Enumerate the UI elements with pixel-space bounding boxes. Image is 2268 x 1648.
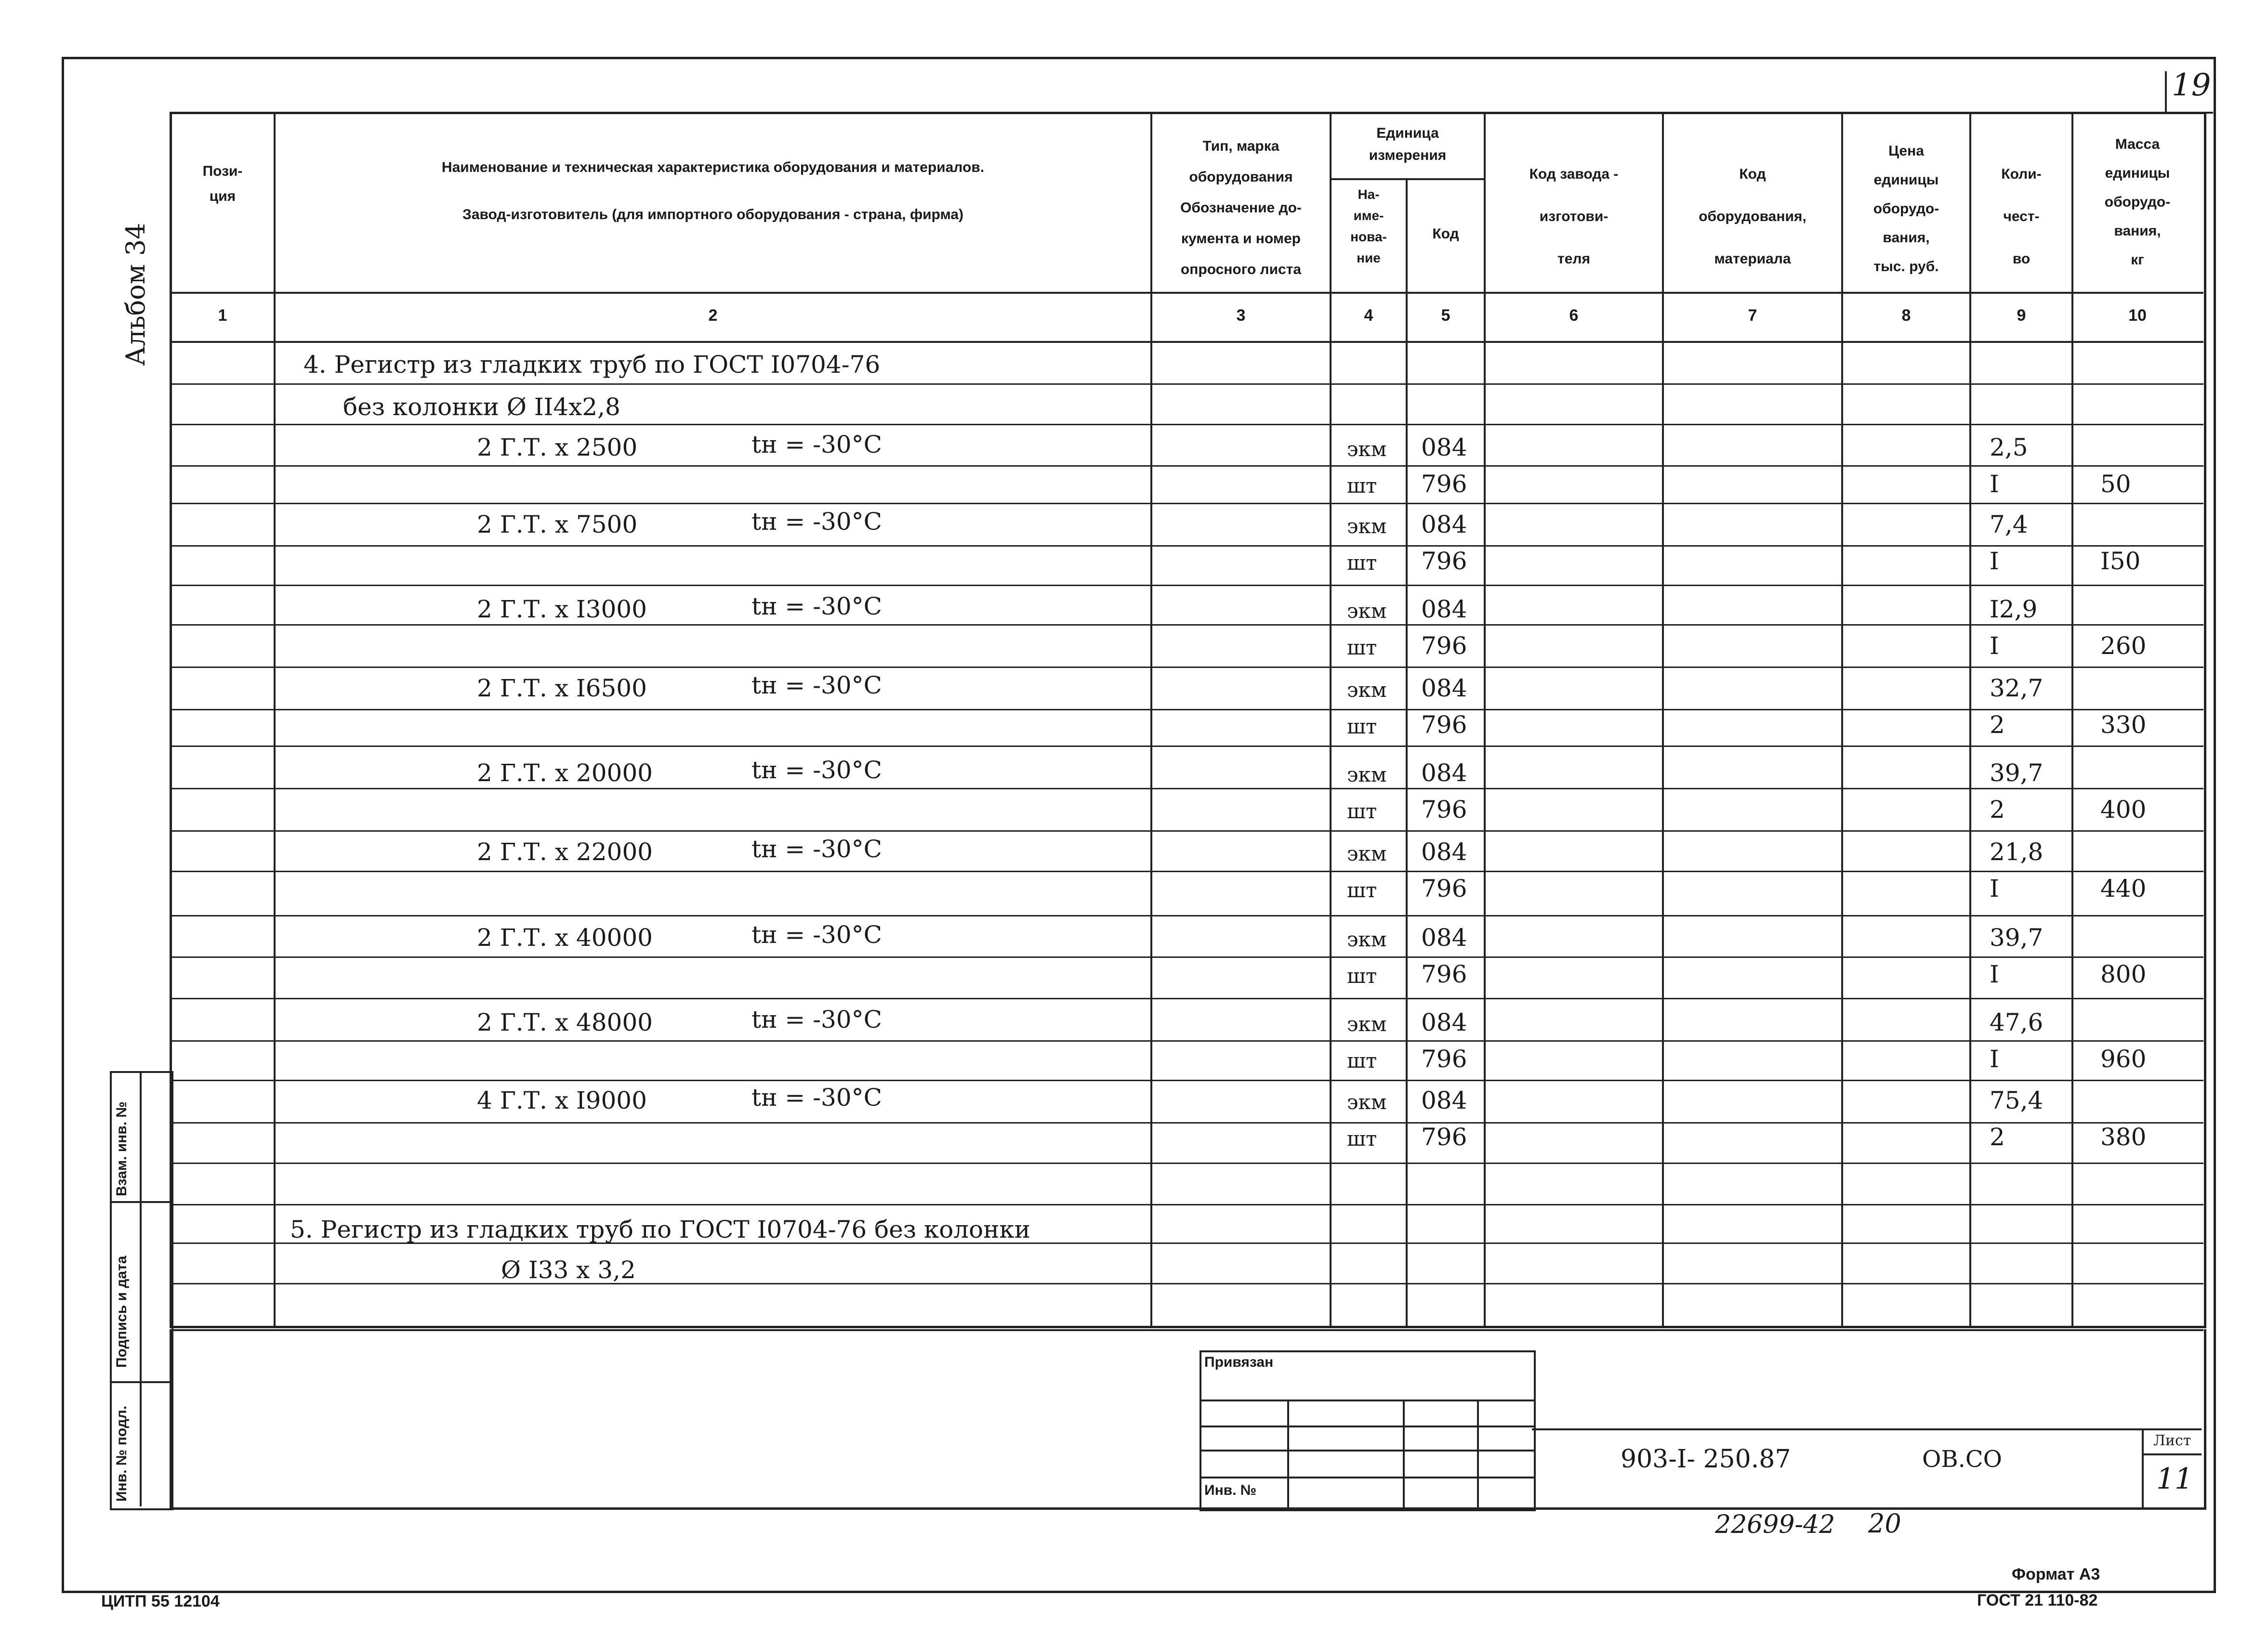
row-line [170,1080,2203,1081]
item-temperature: tн = -30°С [752,1006,882,1033]
item-name: 2 Г.Т. х 48000 [477,1008,653,1036]
row-line [170,1283,2203,1284]
item-unit-code: 796 [1421,796,1467,824]
item-unit: шт [1347,964,1377,988]
item-unit-code: 796 [1421,960,1467,988]
stamp-line [1200,1426,1534,1427]
row-line [170,915,2203,916]
item-unit: шт [1347,1049,1377,1073]
item-temperature: tн = -30°С [752,756,882,784]
item-unit: экм [1347,842,1387,865]
col-number: 6 [1569,306,1579,325]
col-divider [2071,112,2073,1328]
unit-group-divider [1330,178,1484,180]
item-unit: шт [1347,474,1377,497]
item-unit: экм [1347,599,1387,623]
item-mass: 50 [2100,470,2131,498]
side-stamp-divider [110,1201,170,1203]
item-unit-code: 796 [1421,1045,1467,1073]
footer-format: Формат А3 [2012,1565,2100,1583]
side-stamp-divider [140,1071,142,1506]
privyazan-label: Привязан [1204,1354,1274,1370]
item-quantity: 75,4 [1990,1086,2044,1114]
item-name: 2 Г.Т. х I6500 [477,674,647,702]
col-number: 10 [2128,306,2147,325]
title-block-frame [170,1329,2206,1510]
section4-title: 4. Регистр из гладких труб по ГОСТ I0704-76 [303,351,881,379]
stamp-line [1200,1399,1534,1401]
item-temperature: tн = -30°С [752,508,882,536]
item-unit-code: 796 [1421,1123,1467,1151]
row-line [170,465,2203,467]
row-line [170,709,2203,710]
row-line [170,585,2203,586]
stamp-line [1403,1399,1405,1507]
col-number: 3 [1236,306,1246,325]
row-line [170,1122,2203,1124]
item-quantity: 2 [1990,711,2005,739]
item-quantity: I [1990,875,1999,902]
item-quantity: I [1990,632,1999,660]
header-unit-name: На- име- нова- ние [1350,187,1387,265]
item-unit: шт [1347,799,1377,823]
row-line [170,383,2203,385]
item-quantity: I [1990,960,1999,988]
col-number: 4 [1364,306,1373,325]
item-unit-code: 796 [1421,547,1467,575]
header-mass: Масса единицы оборудо- вания, кг [2104,136,2171,268]
row-line [170,424,2203,425]
header-divider [170,292,2203,294]
item-mass: 260 [2100,632,2147,660]
item-mass: 330 [2100,711,2147,739]
row-line [170,624,2203,626]
footer-gost: ГОСТ 21 110-82 [1977,1591,2098,1609]
item-unit-code: 796 [1421,632,1467,660]
section5-subtitle: Ø I33 х 3,2 [501,1256,636,1284]
item-unit-code: 084 [1421,510,1467,538]
item-quantity: 32,7 [1990,674,2044,702]
header-price: Цена единицы оборудо- вания, тыс. руб. [1873,143,1939,275]
item-unit: экм [1347,1012,1387,1036]
header-unit-code: Код [1432,226,1459,242]
header-type: Тип, марка оборудования Обозначение до- кумента и номер опросного листа [1180,138,1302,277]
item-mass: I50 [2100,547,2141,575]
page-number: 19 [2172,67,2211,103]
album-label: Альбом 34 [120,222,151,366]
item-quantity: 7,4 [1990,510,2028,538]
header-name-line2: Завод-изготовитель (для импортного оборудования - страна, фирма) [462,207,963,222]
item-mass: 440 [2100,875,2147,902]
row-line [170,746,2203,747]
item-quantity: 2 [1990,796,2005,824]
item-unit-code: 084 [1421,433,1467,461]
row-line [170,667,2203,668]
row-line [170,503,2203,504]
side-stamp-vzam: Взам. инв. № [114,1101,130,1196]
archive-page: 20 [1868,1508,1901,1539]
col-number: 8 [1901,306,1911,325]
item-unit: экм [1347,763,1387,786]
header-unit-group: Единица измерения [1369,125,1447,163]
item-temperature: tн = -30°С [752,431,882,458]
item-temperature: tн = -30°С [752,592,882,620]
item-quantity: I [1990,547,1999,575]
side-stamp-podpis: Подпись и дата [114,1256,130,1368]
row-line [170,545,2203,547]
item-unit-code: 796 [1421,875,1467,902]
item-name: 4 Г.Т. х I9000 [477,1086,647,1114]
item-unit: экм [1347,1090,1387,1114]
item-quantity: 47,6 [1990,1008,2044,1036]
stamp-line [1287,1399,1289,1507]
item-unit: шт [1347,636,1377,659]
col-divider [1969,112,1971,1328]
col-number: 7 [1748,306,1757,325]
col-number: 1 [218,306,227,325]
item-unit: экм [1347,514,1387,538]
item-quantity: 21,8 [1990,838,2044,866]
item-name: 2 Г.Т. х 20000 [477,759,653,787]
item-unit: шт [1347,551,1377,575]
col-divider [1150,112,1152,1328]
item-quantity: 39,7 [1990,759,2044,787]
item-name: 2 Г.Т. х I3000 [477,595,647,623]
row-line [170,1040,2203,1042]
colnum-divider [170,341,2203,343]
item-name: 2 Г.Т. х 7500 [477,510,638,538]
document-code: 903-I- 250.87 [1621,1445,1791,1474]
document-suffix: ОВ.СО [1922,1446,2002,1473]
col-divider [274,112,276,1328]
item-quantity: 2 [1990,1123,2005,1151]
spec-table [170,112,2206,1328]
row-line [170,1204,2203,1205]
item-unit-code: 084 [1421,1086,1467,1114]
col-number: 2 [708,306,718,325]
col-divider [1662,112,1664,1328]
list-box-divider [2142,1453,2202,1455]
item-quantity: 39,7 [1990,924,2044,952]
item-unit: шт [1347,878,1377,902]
header-quantity: Коли- чест- во [2001,166,2042,267]
row-line [170,830,2203,832]
item-quantity: I [1990,1045,1999,1073]
item-quantity: I [1990,470,1999,498]
stamp-line [1200,1477,1534,1478]
col-divider [1484,112,1486,1328]
item-unit-code: 084 [1421,924,1467,952]
item-temperature: tн = -30°С [752,1084,882,1112]
col-divider [1841,112,1843,1328]
item-name: 2 Г.Т. х 22000 [477,838,653,866]
item-mass: 400 [2100,796,2147,824]
stamp-line [1477,1399,1479,1507]
stamp-line [1200,1450,1534,1452]
item-temperature: tн = -30°С [752,835,882,863]
item-temperature: tн = -30°С [752,671,882,699]
col-divider [1330,112,1332,1328]
col-number: 9 [2017,306,2026,325]
row-line [170,788,2203,789]
item-temperature: tн = -30°С [752,921,882,949]
item-unit-code: 084 [1421,595,1467,623]
header-equipment-code: Код оборудования, материала [1699,166,1806,267]
item-unit-code: 084 [1421,1008,1467,1036]
item-unit-code: 084 [1421,838,1467,866]
side-stamp-divider [110,1381,170,1383]
inv-no-label: Инв. № [1204,1482,1257,1498]
item-unit-code: 084 [1421,674,1467,702]
header-name-line1: Наименование и техническая характеристика оборудования и материалов. [441,159,985,175]
row-line [170,871,2203,872]
item-unit: шт [1347,715,1377,738]
footer-left: ЦИТП 55 12104 [101,1592,220,1610]
row-line [170,956,2203,958]
list-label: Лист [2153,1432,2191,1449]
item-quantity: I2,9 [1990,595,2038,623]
item-unit-code: 796 [1421,470,1467,498]
row-line [170,1163,2203,1164]
item-unit: экм [1347,928,1387,951]
item-unit-code: 084 [1421,759,1467,787]
code-block-top [1532,1428,2202,1430]
archive-number: 22699-42 [1715,1510,1835,1539]
col-divider [1406,178,1408,1328]
section5-title: 5. Регистр из гладких труб по ГОСТ I0704-76 без колонки [290,1216,1031,1243]
side-stamp-inv: Инв. № подл. [114,1405,130,1502]
row-line [170,998,2203,999]
section4-subtitle: без колонки Ø II4x2,8 [343,393,620,421]
item-quantity: 2,5 [1990,433,2028,461]
header-position: Пози- ция [202,163,243,204]
item-unit: экм [1347,678,1387,702]
item-mass: 960 [2100,1045,2147,1073]
item-name: 2 Г.Т. х 40000 [477,924,653,952]
item-unit: экм [1347,437,1387,461]
item-unit-code: 796 [1421,711,1467,739]
item-mass: 800 [2100,960,2147,988]
item-unit: шт [1347,1127,1377,1151]
header-factory-code: Код завода - изготови- теля [1529,166,1619,267]
item-name: 2 Г.Т. х 2500 [477,433,638,461]
col-number: 5 [1441,306,1450,325]
item-mass: 380 [2100,1123,2147,1151]
list-number: 11 [2156,1462,2193,1496]
